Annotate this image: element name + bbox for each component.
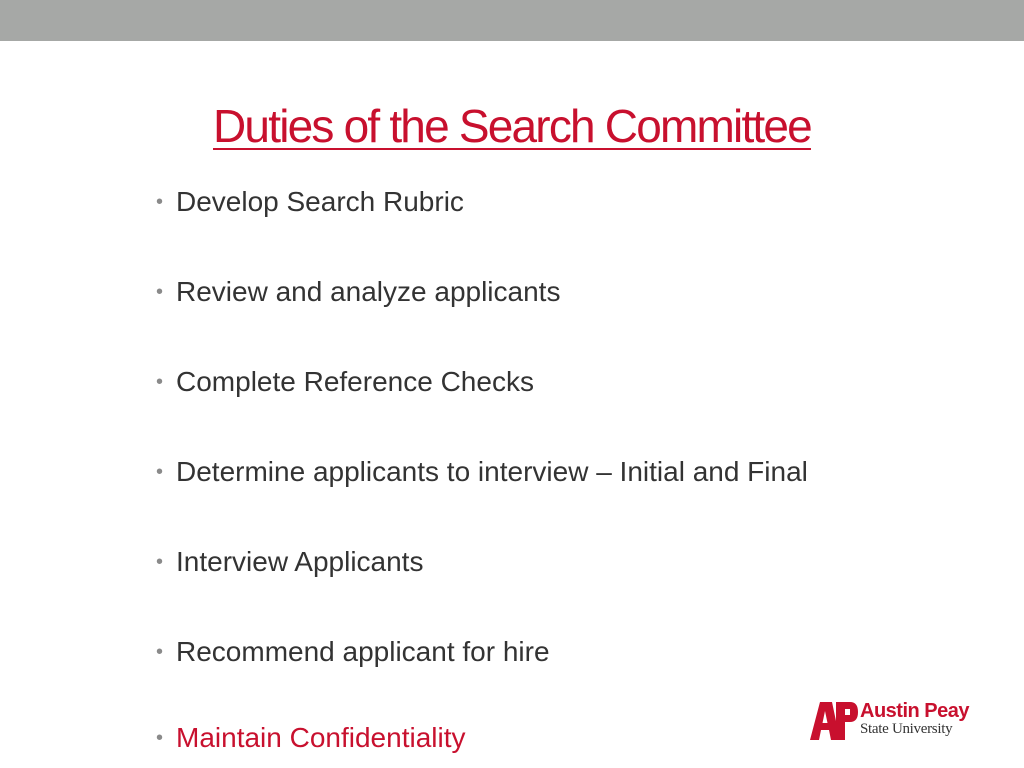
bullet-text: Determine applicants to interview – Initial and Final xyxy=(176,456,808,487)
top-bar xyxy=(0,0,1024,41)
ap-logo-mark-icon xyxy=(810,700,858,740)
bullet-text: Maintain Confidentiality xyxy=(176,722,466,753)
bullet-text: Review and analyze applicants xyxy=(176,276,561,307)
logo-line-2: State University xyxy=(860,721,953,737)
bullet-text: Complete Reference Checks xyxy=(176,366,534,397)
bullet-dot-icon: • xyxy=(156,641,164,663)
bullet-dot-icon: • xyxy=(156,551,164,573)
bullet-dot-icon: • xyxy=(156,191,164,213)
slide-title: Duties of the Search Committee xyxy=(213,100,811,152)
logo-line-1: Austin Peay xyxy=(860,700,969,722)
bullet-text: Interview Applicants xyxy=(176,546,424,577)
university-logo xyxy=(810,700,978,740)
bullet-dot-icon: • xyxy=(156,371,164,393)
bullet-dot-icon: • xyxy=(156,727,164,749)
bullet-text: Recommend applicant for hire xyxy=(176,636,550,667)
bullet-dot-icon: • xyxy=(156,461,164,483)
bullet-dot-icon: • xyxy=(156,281,164,303)
bullet-text: Develop Search Rubric xyxy=(176,186,464,217)
